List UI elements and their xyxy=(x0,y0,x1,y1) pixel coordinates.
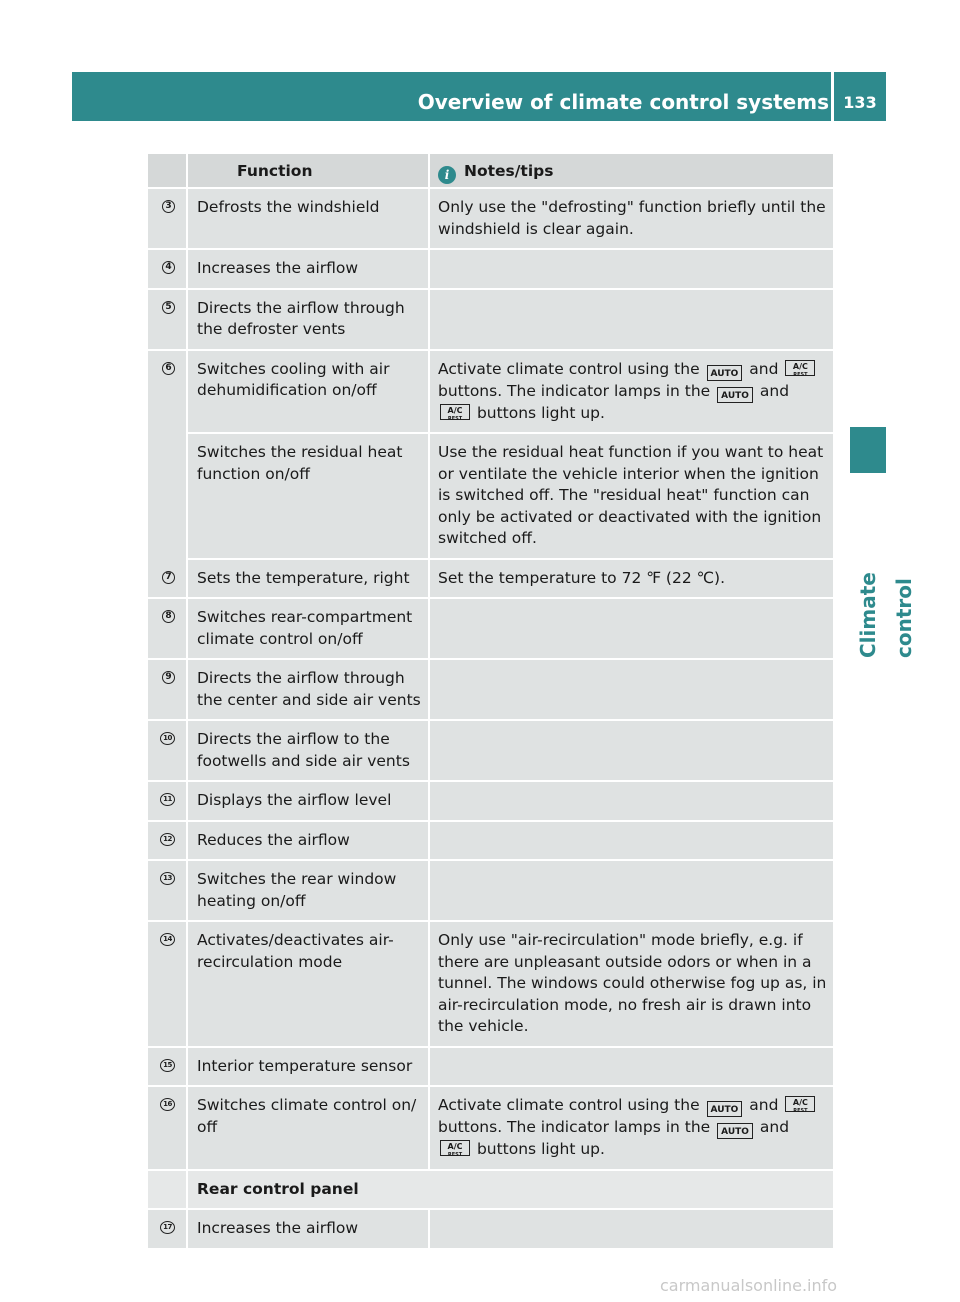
note-text: buttons light up. xyxy=(476,403,605,422)
ac-label: A/C xyxy=(447,1142,463,1151)
auto-button-icon: AUTO xyxy=(707,365,743,381)
table-row xyxy=(148,822,833,862)
auto-button-icon: AUTO xyxy=(707,1101,743,1117)
note-text: and xyxy=(759,1118,790,1136)
ac-label: A/C xyxy=(792,1098,808,1107)
number-badge: 14 xyxy=(160,933,175,946)
row-function: Interior temperature sensor xyxy=(188,1048,430,1086)
sub-row xyxy=(188,434,833,560)
row-number xyxy=(148,782,188,820)
row-number xyxy=(148,660,188,719)
number-badge: 3 xyxy=(162,200,175,213)
table-row xyxy=(148,782,833,822)
table-row xyxy=(148,599,833,660)
row-function: Directs the airflow through the defroster vents xyxy=(188,290,430,349)
header-notes-label: Notes/tips xyxy=(464,162,554,180)
table-row-group xyxy=(148,351,833,560)
table-row xyxy=(148,861,833,922)
row-function: Switches cooling with air dehumidification on/off xyxy=(188,351,430,433)
auto-button-icon: AUTO xyxy=(717,387,753,403)
side-tab-marker xyxy=(850,427,886,473)
row-note xyxy=(430,721,833,780)
rest-label: REST xyxy=(793,371,808,378)
header-bar xyxy=(72,72,886,121)
ac-label: A/C xyxy=(792,361,808,371)
number-badge: 13 xyxy=(160,872,175,885)
ac-rest-button-icon xyxy=(785,1096,815,1112)
table-row xyxy=(148,1210,833,1250)
header-function-label: Function xyxy=(237,162,313,180)
section-header-row xyxy=(148,1171,833,1211)
row-note xyxy=(430,660,833,719)
row-number xyxy=(148,1171,188,1209)
sub-row xyxy=(188,351,833,435)
row-note: Use the residual heat function if you want to heat or ventilate the vehicle interior when the ignition is switched off. The "residual heat" function can only be activated or deactivated with the ignition switched off. xyxy=(438,443,824,547)
row-function: Switches the residual heat function on/off xyxy=(188,434,430,558)
row-function: Increases the airflow xyxy=(188,1210,430,1248)
row-function: Switches rear-compartment climate control on/off xyxy=(188,599,430,658)
table-row xyxy=(148,660,833,721)
rest-label: REST xyxy=(447,1152,463,1158)
table-row xyxy=(148,1087,833,1171)
row-function: Switches climate control on/ off xyxy=(188,1087,430,1169)
rest-label: REST xyxy=(447,415,463,422)
row-note: Only use "air-recirculation" mode briefly, e.g. if there are unpleasant outside odors or when in a tunnel. The windows could otherwise fog up as, in air-recirculation mode, no fresh air is drawn into the vehicle. xyxy=(438,931,827,1035)
number-badge: 5 xyxy=(162,301,175,314)
row-number xyxy=(148,290,188,349)
row-number xyxy=(148,1210,188,1248)
note-text: and xyxy=(749,359,779,378)
ac-rest-button-icon xyxy=(440,404,470,420)
table-row xyxy=(148,290,833,351)
number-badge: 12 xyxy=(160,833,175,846)
section-title: Rear control panel xyxy=(197,1179,359,1198)
ac-label: A/C xyxy=(447,405,463,415)
row-note xyxy=(430,861,833,920)
note-text: and xyxy=(759,381,790,400)
table-row xyxy=(148,560,833,600)
table-header xyxy=(148,154,833,189)
row-function: Switches the rear window heating on/off xyxy=(188,861,430,920)
header-notes xyxy=(430,154,833,187)
note-text: Activate climate control using the xyxy=(438,359,700,378)
row-function: Directs the airflow to the footwells and side air vents xyxy=(188,721,430,780)
table-row xyxy=(148,189,833,250)
row-number xyxy=(148,250,188,288)
table-row xyxy=(148,721,833,782)
page-number: 133 xyxy=(843,93,877,112)
row-note: Only use the "defrosting" function briefly until the windshield is clear again. xyxy=(438,198,826,238)
row-note xyxy=(430,782,833,820)
row-function: Displays the airflow level xyxy=(188,782,430,820)
row-number xyxy=(148,189,188,248)
row-note xyxy=(430,1087,833,1169)
row-note xyxy=(430,822,833,860)
ac-rest-button-icon xyxy=(440,1140,470,1156)
row-number xyxy=(148,599,188,658)
watermark: carmanualsonline.info xyxy=(660,1276,838,1295)
row-number xyxy=(148,1048,188,1086)
row-number xyxy=(148,560,188,598)
ac-rest-button-icon xyxy=(785,360,815,376)
table-row xyxy=(148,250,833,290)
row-number xyxy=(148,1087,188,1169)
row-function: Activates/deactivates air-recirculation mode xyxy=(188,922,430,1046)
note-text: and xyxy=(749,1096,779,1114)
number-badge: 15 xyxy=(160,1059,175,1072)
row-function: Defrosts the windshield xyxy=(188,189,430,248)
number-badge: 11 xyxy=(160,793,175,806)
note-text: Activate climate control using the xyxy=(438,1096,700,1114)
row-function: Reduces the airflow xyxy=(188,822,430,860)
table-row xyxy=(148,1048,833,1088)
number-badge: 16 xyxy=(160,1098,175,1111)
row-note xyxy=(430,1048,833,1086)
number-badge: 9 xyxy=(162,671,175,684)
page-title: Overview of climate control systems xyxy=(417,90,829,114)
row-note xyxy=(430,599,833,658)
number-badge: 7 xyxy=(162,571,175,584)
info-icon: i xyxy=(438,166,456,184)
number-badge: 10 xyxy=(160,732,175,745)
number-badge: 4 xyxy=(162,261,175,274)
number-badge: 6 xyxy=(162,362,175,375)
number-badge: 8 xyxy=(162,610,175,623)
note-text: buttons. The indicator lamps in the xyxy=(438,381,711,400)
rest-label: REST xyxy=(793,1108,808,1114)
row-function: Sets the temperature, right xyxy=(188,560,430,598)
row-function: Directs the airflow through the center and side air vents xyxy=(188,660,430,719)
row-number xyxy=(148,351,188,560)
row-note xyxy=(430,1210,833,1248)
note-text: buttons light up. xyxy=(476,1140,605,1158)
row-number xyxy=(148,822,188,860)
note-text: buttons. The indicator lamps in the xyxy=(438,1118,711,1136)
row-number xyxy=(148,922,188,1046)
row-group-body xyxy=(188,351,833,560)
row-note xyxy=(430,351,833,433)
table-row xyxy=(148,922,833,1048)
row-note xyxy=(430,290,833,349)
side-tab-label: Climate control xyxy=(856,572,916,658)
number-badge: 17 xyxy=(160,1221,175,1234)
row-number xyxy=(148,721,188,780)
row-note: Set the temperature to 72 ℉ (22 ℃). xyxy=(438,568,725,587)
auto-button-icon: AUTO xyxy=(717,1123,753,1139)
row-number xyxy=(148,861,188,920)
row-note xyxy=(430,250,833,288)
row-function: Increases the airflow xyxy=(188,250,430,288)
header-function xyxy=(188,154,430,187)
function-table xyxy=(148,154,833,1250)
header-num-cell xyxy=(148,154,188,187)
